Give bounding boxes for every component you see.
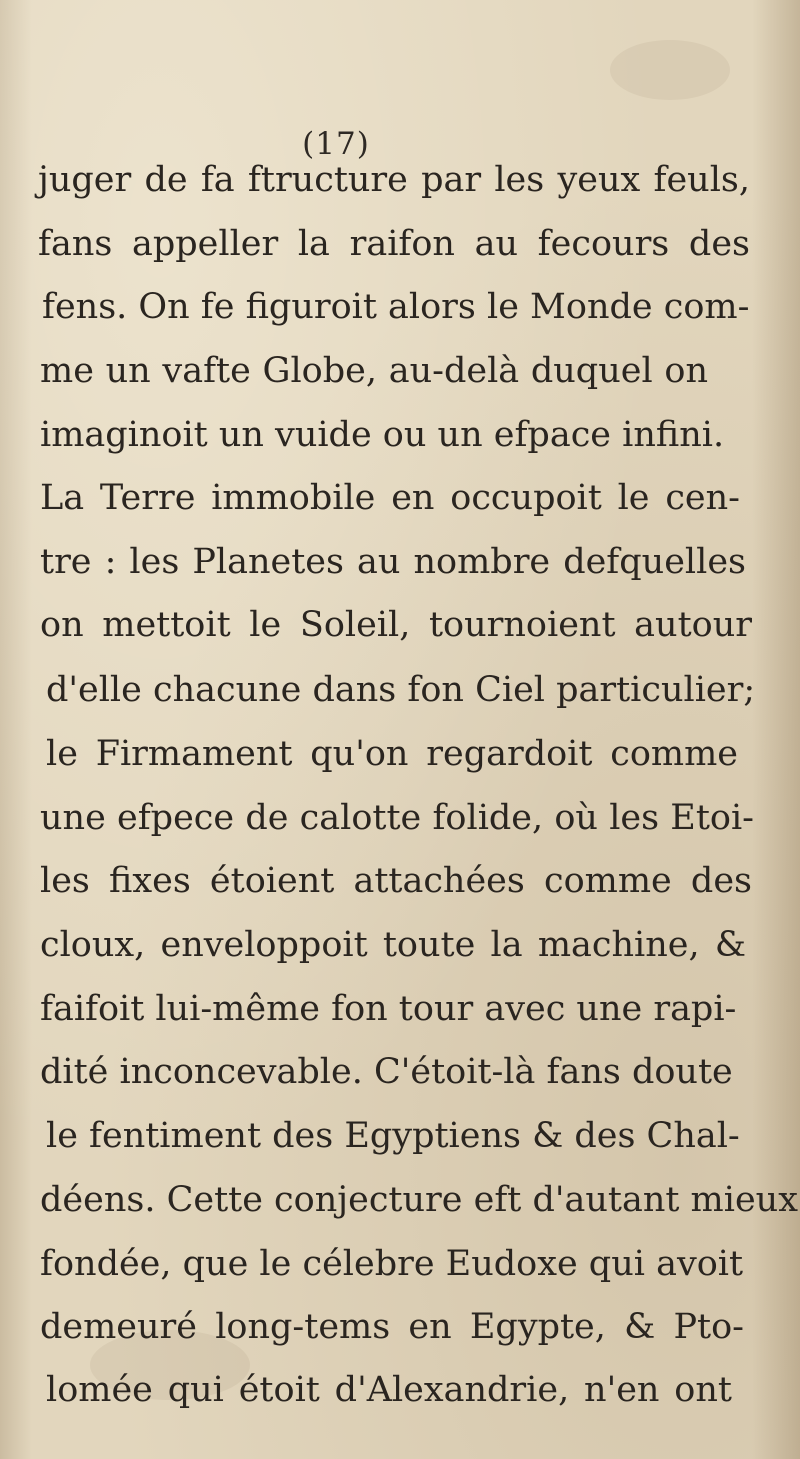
text-line: tre : les Planetes au nombre defquelles (40, 542, 746, 582)
text-line: d'elle chacune dans fon Ciel particulier; (46, 670, 756, 710)
text-line: le fentiment des Egyptiens & des Chal- (46, 1116, 740, 1156)
text-line: cloux, enveloppoit toute la machine, & (40, 925, 746, 965)
text-line: on mettoit le Soleil, tournoient autour (40, 605, 752, 645)
text-line: déens. Cette conjecture eft d'autant mieux (40, 1180, 798, 1220)
text-line: une efpece de calotte folide, où les Etoi- (40, 798, 754, 838)
text-line: faifoit lui-même fon tour avec une rapi- (40, 989, 737, 1029)
text-line: fans appeller la raifon au fecours des (38, 224, 750, 264)
text-line: La Terre immobile en occupoit le cen- (40, 478, 740, 518)
text-line: juger de fa ftructure par les yeux feuls, (38, 160, 750, 200)
text-line: les fixes étoient attachées comme des (40, 861, 752, 901)
text-line: me un vafte Globe, au-delà duquel on (40, 351, 708, 391)
text-line: fens. On fe figuroit alors le Monde com- (42, 287, 750, 327)
text-line: lomée qui étoit d'Alexandrie, n'en ont (46, 1370, 732, 1410)
text-line: demeuré long-tems en Egypte, & Pto- (40, 1307, 744, 1347)
paper-stain (610, 40, 730, 100)
text-line: fondée, que le célebre Eudoxe qui avoit (40, 1244, 744, 1284)
text-line: dité inconcevable. C'étoit-là fans doute (40, 1052, 733, 1092)
text-line: le Firmament qu'on regardoit comme (46, 734, 738, 774)
page-number: (17) (302, 126, 370, 162)
text-line: imaginoit un vuide ou un efpace infini. (40, 415, 725, 455)
